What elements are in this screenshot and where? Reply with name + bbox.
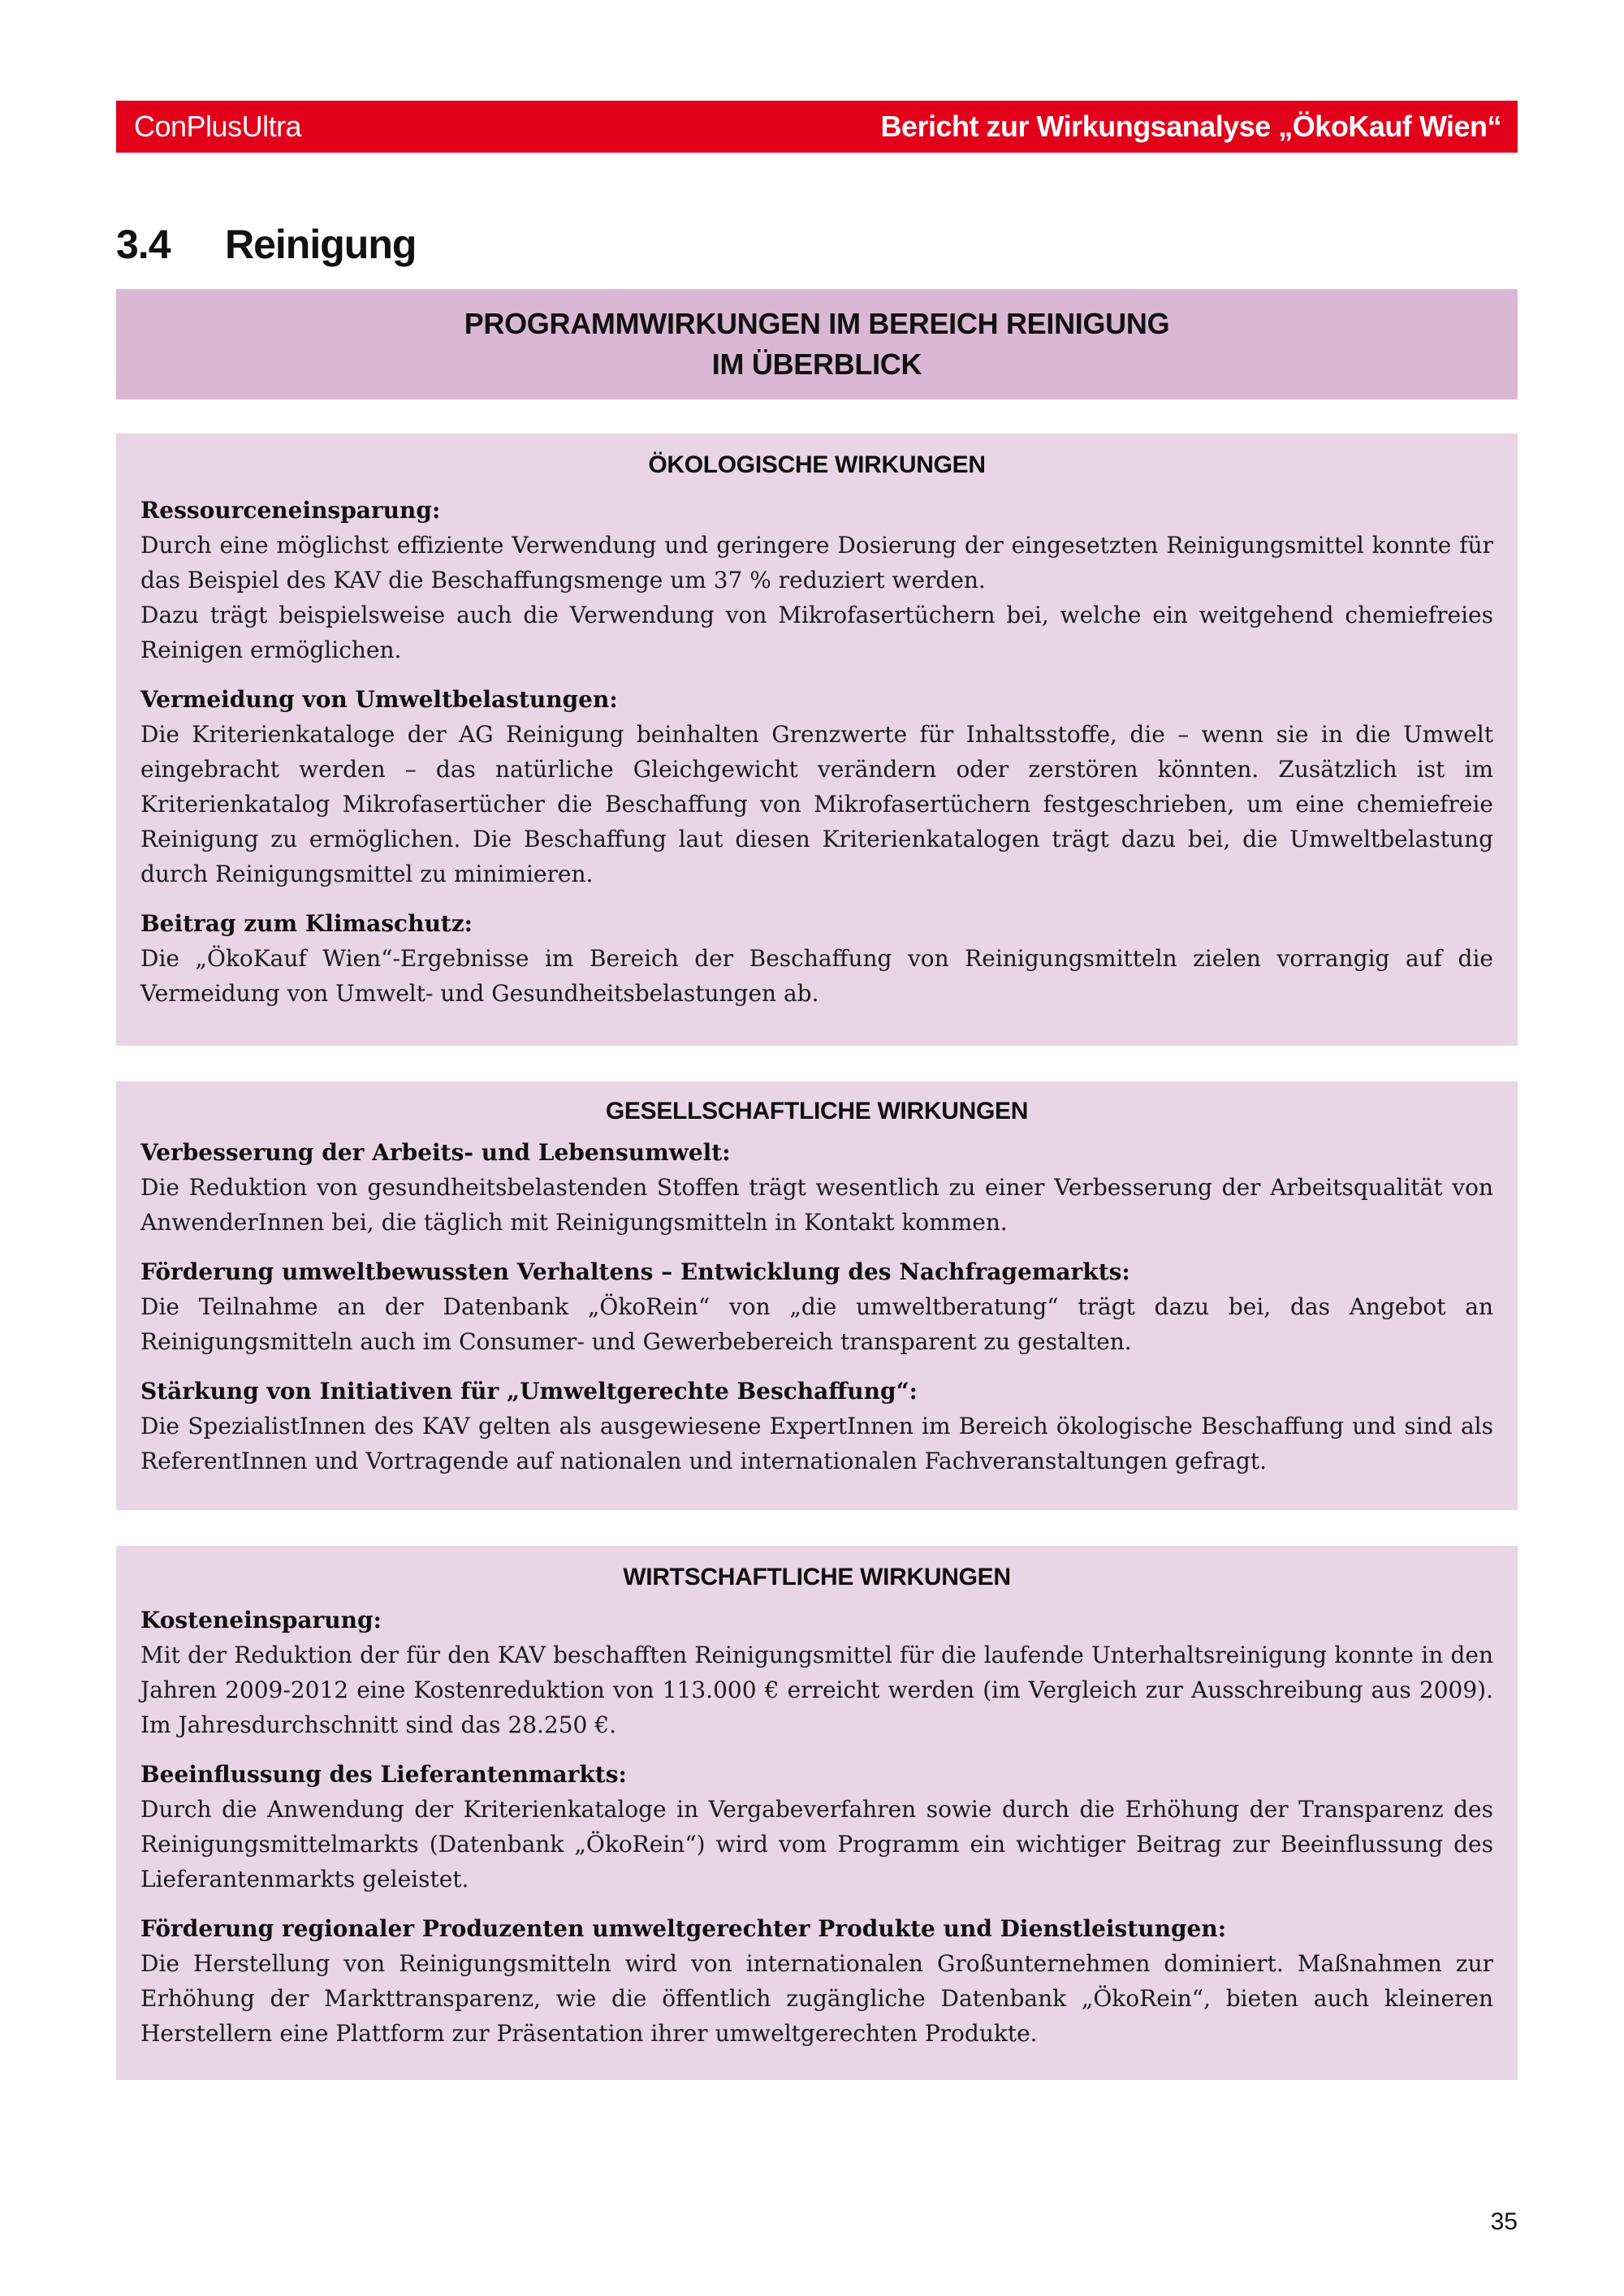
item-text: Die „ÖkoKauf Wien“-Ergebnisse im Bereich der Beschaffung von Reinigungsmitteln zielen vorrangig auf die Vermeidung von Umwelt- und Gesundheitsbelastungen ab.: [140, 945, 1493, 1007]
overview-title-line-1: PROGRAMMWIRKUNGEN IM BEREICH REINIGUNG: [464, 307, 1170, 340]
item-text: Die Kriterienkataloge der AG Reinigung beinhalten Grenzwerte für Inhaltsstoffe, die – wenn sie in die Umwelt eingebracht werden – das natürliche Gleichgewicht verändern oder zerstören könnten. Zusätzlich ist im Kriterienkatalog Mikrofasertücher die Beschaffung von Mikrofasertüchern festgeschrieben, um eine chemiefreie Reinigung zu ermöglichen. Die Beschaffung laut diesen Kriterienkatalogen trägt dazu bei, die Umweltbelastung durch Reinigungsmittel zu minimieren.: [140, 721, 1493, 887]
section-number: 3.4: [116, 222, 171, 267]
item-work-environment: [140, 1135, 1493, 1240]
item-demand-market: [140, 1254, 1493, 1359]
item-text: Die Teilnahme an der Datenbank „ÖkoRein“ von „die umweltberatung“ trägt dazu bei, das Angebot an Reinigungsmitteln auch im Consumer- und Gewerbebereich transparent zu gestalten.: [140, 1293, 1493, 1355]
item-text: Die Herstellung von Reinigungsmitteln wird von internationalen Großunternehmen dominiert. Maßnahmen zur Erhöhung der Markttransparenz, wie die öffentlich zugängliche Datenbank „ÖkoRein“, bieten auch kleineren Herstellern eine Plattform zur Präsentation ihrer umweltgerechten Produkte.: [140, 1950, 1493, 2047]
header-brand: ConPlusUltra: [134, 110, 302, 143]
item-cost-saving: [140, 1603, 1493, 1742]
item-text: Die SpezialistInnen des KAV gelten als ausgewiesene ExpertInnen im Bereich ökologische Beschaffung und sind als ReferentInnen und Vortragende auf nationalen und internationalen Fachveranstaltungen gefragt.: [140, 1413, 1493, 1474]
item-title: Förderung umweltbewussten Verhaltens – Entwicklung des Nachfragemarkts:: [140, 1258, 1130, 1285]
panel-title: WIRTSCHAFTLICHE WIRKUNGEN: [623, 1564, 1011, 1590]
item-title: Verbesserung der Arbeits- und Lebensumwelt:: [140, 1139, 731, 1166]
item-text: Mit der Reduktion der für den KAV beschafften Reinigungsmittel für die laufende Unterhaltsreinigung konnte in den Jahren 2009-2012 eine Kostenreduktion von 113.000 € erreicht werden (im Vergleich zur Ausschreibung aus 2009). Im Jahresdurchschnitt sind das 28.250 €.: [140, 1642, 1493, 1738]
overview-box: [116, 289, 1518, 399]
panel-social: [116, 1081, 1518, 1510]
item-text: Dazu trägt beispielsweise auch die Verwendung von Mikrofasertüchern bei, welche ein weitgehend chemiefreies Reinigen ermöglichen.: [140, 602, 1493, 663]
item-title: Beitrag zum Klimaschutz:: [140, 910, 473, 937]
item-text: Die Reduktion von gesundheitsbelastenden Stoffen trägt wesentlich zu einer Verbesserung der Arbeitsqualität von AnwenderInnen bei, die täglich mit Reinigungsmitteln in Kontakt kommen.: [140, 1174, 1493, 1236]
panel-title: ÖKOLOGISCHE WIRKUNGEN: [648, 451, 986, 478]
item-title: Beeinflussung des Lieferantenmarkts:: [140, 1761, 627, 1788]
panel-economic: [116, 1546, 1518, 2080]
item-supplier-market: [140, 1757, 1493, 1897]
panel-title: GESELLSCHAFTLICHE WIRKUNGEN: [605, 1098, 1029, 1124]
item-title: Kosteneinsparung:: [140, 1607, 382, 1634]
item-text: Durch eine möglichst effiziente Verwendung und geringere Dosierung der eingesetzten Reinigungsmittel konnte für das Beispiel des KAV die Beschaffungsmenge um 37 % reduziert werden.: [140, 532, 1493, 593]
item-title: Förderung regionaler Produzenten umweltgerechter Produkte und Dienstleistungen:: [140, 1915, 1227, 1942]
item-resource-saving: [140, 493, 1493, 667]
item-title: Vermeidung von Umweltbelastungen:: [140, 686, 618, 713]
item-text: Durch die Anwendung der Kriterienkataloge in Vergabeverfahren sowie durch die Erhöhung der Transparenz des Reinigungsmittelmarkts (Datenbank „ÖkoRein“) wird vom Programm ein wichtiger Beitrag zur Beeinflussung des Lieferantenmarkts geleistet.: [140, 1796, 1493, 1892]
item-regional-producers: [140, 1911, 1493, 2051]
page-number: 35: [1490, 2208, 1518, 2235]
section-heading: [116, 221, 416, 268]
overview-title-line-2: IM ÜBERBLICK: [711, 347, 922, 381]
section-title: Reinigung: [225, 222, 417, 267]
item-climate: [140, 906, 1493, 1011]
header-report-title: Bericht zur Wirkungsanalyse „ÖkoKauf Wien“: [880, 110, 1501, 143]
item-avoid-pollution: [140, 682, 1493, 891]
header-bar: [116, 101, 1518, 153]
item-title: Ressourceneinsparung:: [140, 497, 441, 524]
item-initiatives: [140, 1374, 1493, 1478]
panel-ecological: [116, 434, 1518, 1046]
item-title: Stärkung von Initiativen für „Umweltgerechte Beschaffung“:: [140, 1378, 918, 1405]
